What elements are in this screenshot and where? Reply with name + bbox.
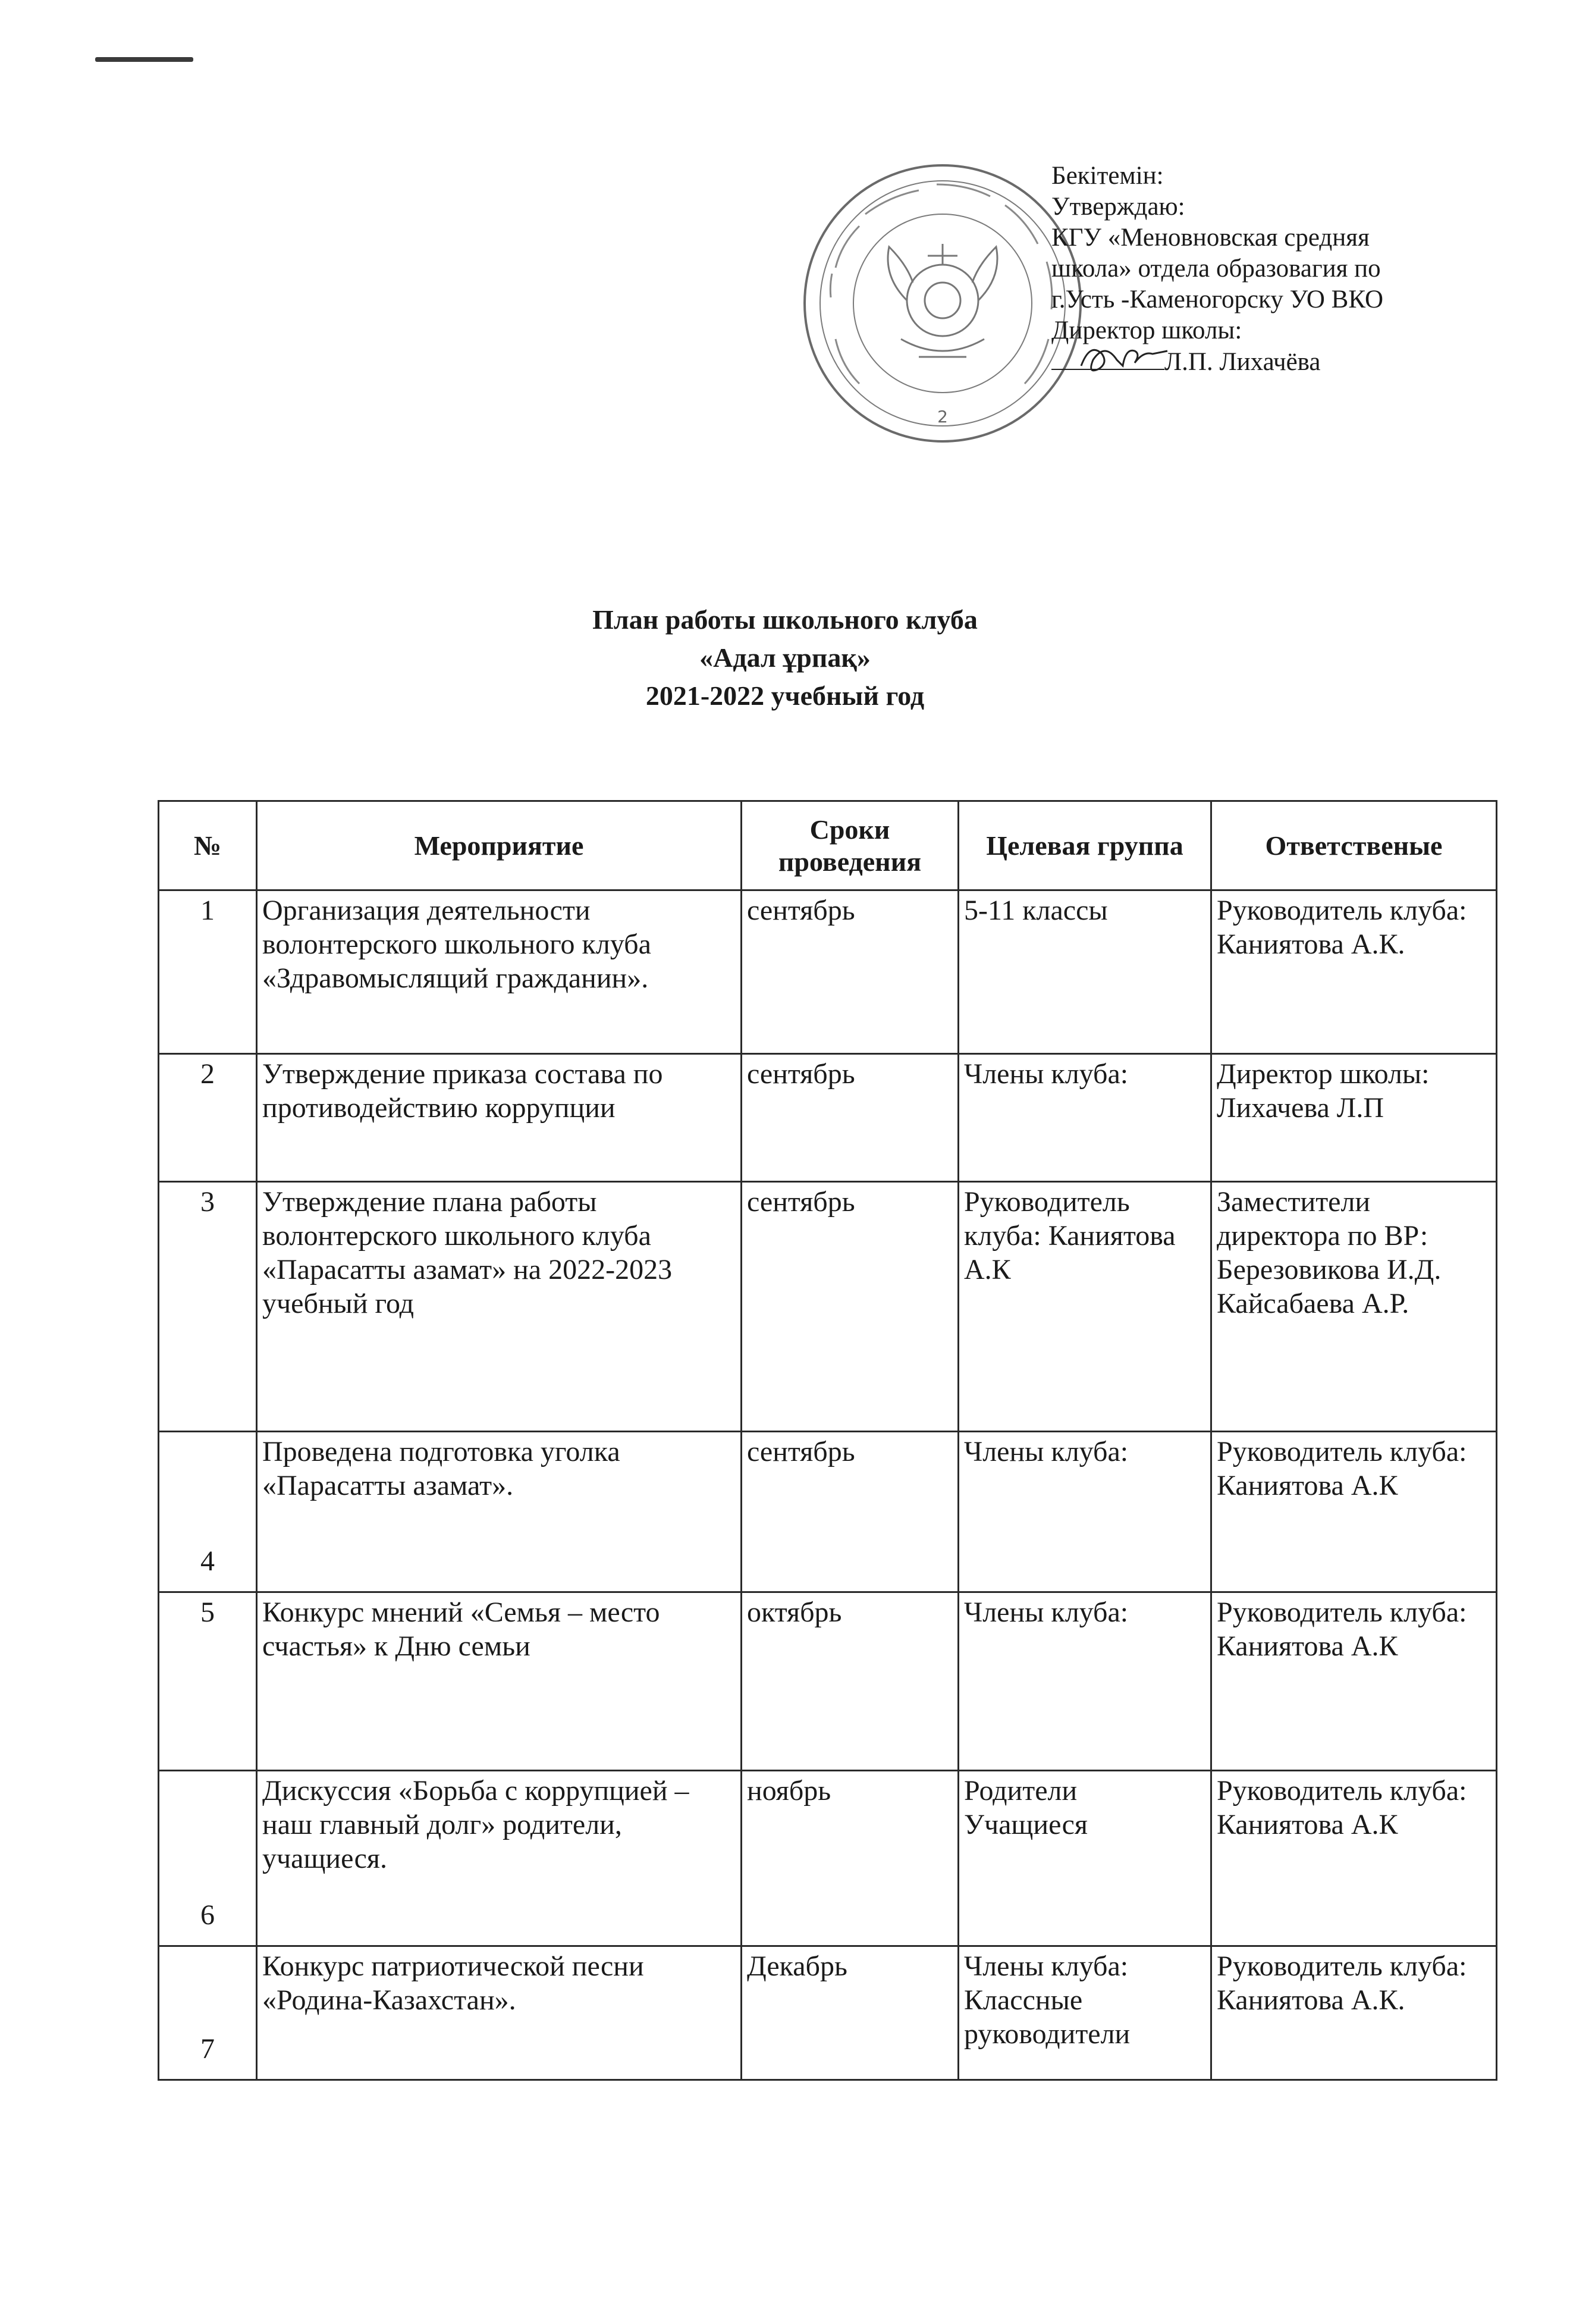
handwritten-signature [1075, 333, 1176, 381]
approval-line: Директор школы: [1051, 316, 1242, 344]
row-responsible: Директор школы: Лихачева Л.П [1211, 1054, 1497, 1182]
row-number: 3 [159, 1182, 257, 1432]
approval-line: Бекітемін: [1051, 162, 1164, 190]
row-number: 4 [159, 1432, 257, 1592]
row-responsible: Руководитель клуба: Каниятова А.К [1211, 1432, 1497, 1592]
scan-mark [95, 57, 193, 62]
document-title [0, 601, 1570, 715]
table-row [159, 1946, 1497, 2080]
approval-block [1051, 161, 1503, 378]
table-header-row [159, 801, 1497, 890]
table-row [159, 890, 1497, 1054]
table-row [159, 1771, 1497, 1946]
table-row [159, 1432, 1497, 1592]
row-number: 5 [159, 1592, 257, 1771]
row-event: Утверждение плана работы волонтерского школьного клуба «Парасатты азамат» на 2022-2023 учебный год [257, 1182, 742, 1432]
title-line-1: План работы школьного клуба [592, 604, 978, 635]
row-event: Организация деятельности волонтерского школьного клуба «Здравомыслящий гражданин». [257, 890, 742, 1054]
approval-line: г.Усть -Каменогорску УО ВКО [1051, 286, 1384, 313]
plan-table [158, 800, 1497, 2081]
row-event: Дискуссия «Борьба с коррупцией – наш главный долг» родители, учащиеся. [257, 1771, 742, 1946]
header-event: Мероприятие [257, 801, 742, 890]
row-event: Проведена подготовка уголка «Парасатты азамат». [257, 1432, 742, 1592]
row-group: Члены клуба: [959, 1054, 1211, 1182]
header-date: Сроки проведения [742, 801, 959, 890]
row-number: 6 [159, 1771, 257, 1946]
official-seal-stamp [800, 161, 1085, 446]
row-event: Утверждение приказа состава по противодействию коррупции [257, 1054, 742, 1182]
row-date: сентябрь [742, 1432, 959, 1592]
row-number: 1 [159, 890, 257, 1054]
row-date: сентябрь [742, 1054, 959, 1182]
row-responsible: Руководитель клуба: Каниятова А.К [1211, 1771, 1497, 1946]
approval-line: Утверждаю: [1051, 193, 1185, 221]
row-number: 7 [159, 1946, 257, 2080]
row-date: ноябрь [742, 1771, 959, 1946]
table-row [159, 1592, 1497, 1771]
row-event: Конкурс мнений «Семья – место счастья» к Дню семьи [257, 1592, 742, 1771]
signature-row [1051, 346, 1503, 378]
header-number: № [159, 801, 257, 890]
table-row [159, 1182, 1497, 1432]
row-group: Члены клуба: Классные руководители [959, 1946, 1211, 2080]
row-responsible: Руководитель клуба: Каниятова А.К [1211, 1592, 1497, 1771]
svg-text:2: 2 [937, 407, 948, 426]
header-group: Целевая группа [959, 801, 1211, 890]
signer-name: Л.П. Лихачёва [1164, 348, 1321, 376]
header-responsible: Ответственые [1211, 801, 1497, 890]
row-group: Родители Учащиеся [959, 1771, 1211, 1946]
row-responsible: Руководитель клуба: Каниятова А.К. [1211, 890, 1497, 1054]
row-number: 2 [159, 1054, 257, 1182]
row-group: 5-11 классы [959, 890, 1211, 1054]
row-date: Декабрь [742, 1946, 959, 2080]
table-row [159, 1054, 1497, 1182]
row-group: Члены клуба: [959, 1592, 1211, 1771]
row-responsible: Заместители директора по ВР: Березовикова И.Д. Кайсабаева А.Р. [1211, 1182, 1497, 1432]
row-event: Конкурс патриотической песни «Родина-Казахстан». [257, 1946, 742, 2080]
row-group: Члены клуба: [959, 1432, 1211, 1592]
row-date: сентябрь [742, 1182, 959, 1432]
row-date: сентябрь [742, 890, 959, 1054]
approval-line: КГУ «Меновновская средняя [1051, 224, 1370, 252]
approval-line: школа» отдела образовагия по [1051, 255, 1381, 283]
row-date: октябрь [742, 1592, 959, 1771]
row-group: Руководитель клуба: Каниятова А.К [959, 1182, 1211, 1432]
title-line-3: 2021-2022 учебный год [645, 680, 925, 711]
row-responsible: Руководитель клуба: Каниятова А.К. [1211, 1946, 1497, 2080]
title-line-2: «Адал ұрпақ» [699, 642, 871, 673]
